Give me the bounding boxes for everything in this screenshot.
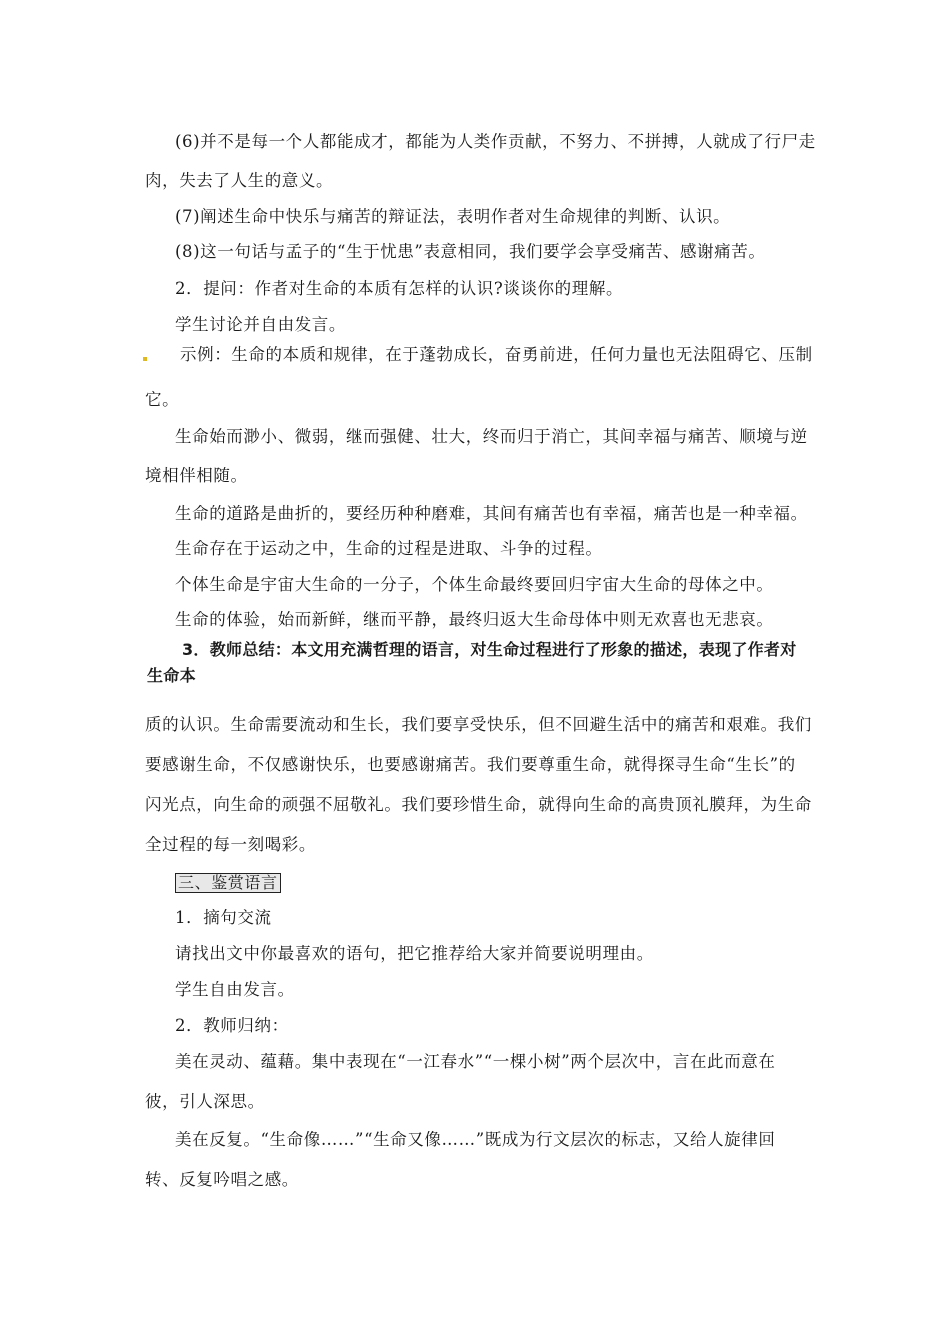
example-line: 示例：生命的本质和规律，在于蓬勃成长，奋勇前进，任何力量也无法阻碍它、压制 [180, 345, 813, 364]
paragraph-line: 境相伴相随。 [145, 466, 248, 485]
subheading-line: 1．摘句交流 [175, 908, 272, 927]
paragraph-line: 美在反复。“生命像……”“生命又像……”既成为行文层次的标志，又给人旋律回 [175, 1130, 776, 1149]
summary-heading-line: 3．教师总结：本文用充满哲理的语言，对生命过程进行了形象的描述，表现了作者对 [182, 640, 797, 659]
paragraph-line: 生命的体验，始而新鲜，继而平静，最终归返大生命母体中则无欢喜也无悲哀。 [175, 610, 774, 629]
paragraph-line: 彼，引人深思。 [145, 1092, 265, 1111]
question-line: 2．提问：作者对生命的本质有怎样的认识?谈谈你的理解。 [175, 279, 624, 298]
paragraph-line: (8)这一句话与孟子的“生于忧患”表意相同，我们要学会享受痛苦、感谢痛苦。 [175, 242, 766, 261]
subheading-line: 2．教师归纳： [175, 1016, 289, 1035]
paragraph-line: 肉，失去了人生的意义。 [145, 171, 334, 190]
paragraph-line: 学生讨论并自由发言。 [175, 315, 346, 334]
paragraph-line: 生命始而渺小、微弱，继而强健、壮大，终而归于消亡，其间幸福与痛苦、顺境与逆 [175, 427, 808, 446]
section-heading: 三、鉴赏语言 [175, 873, 281, 893]
paragraph-line: 美在灵动、蕴藉。集中表现在“一江春水”“一棵小树”两个层次中，言在此而意在 [175, 1052, 776, 1071]
paragraph-line: 生命存在于运动之中，生命的过程是进取、斗争的过程。 [175, 539, 603, 558]
paragraph-line: 生命的道路是曲折的，要经历种种磨难，其间有痛苦也有幸福，痛苦也是一种幸福。 [175, 504, 808, 523]
paragraph-line: 请找出文中你最喜欢的语句，把它推荐给大家并简要说明理由。 [175, 944, 654, 963]
paragraph-line: 要感谢生命，不仅感谢快乐，也要感谢痛苦。我们要尊重生命，就得探寻生命“生长”的 [145, 755, 796, 774]
paragraph-line: 个体生命是宇宙大生命的一分子，个体生命最终要回归宇宙大生命的母体之中。 [175, 575, 774, 594]
paragraph-line: (7)阐述生命中快乐与痛苦的辩证法，表明作者对生命规律的判断、认识。 [175, 207, 731, 226]
paragraph-line: 质的认识。生命需要流动和生长，我们要享受快乐，但不回避生活中的痛苦和艰难。我们 [145, 715, 812, 734]
paragraph-line: 全过程的每一刻喝彩。 [145, 835, 316, 854]
paragraph-line: 它。 [145, 390, 180, 409]
summary-heading-line: 生命本 [147, 666, 196, 685]
highlight-mark [143, 357, 147, 361]
paragraph-line: 闪光点，向生命的顽强不屈敬礼。我们要珍惜生命，就得向生命的高贵顶礼膜拜，为生命 [145, 795, 812, 814]
paragraph-line: 转、反复吟唱之感。 [145, 1170, 299, 1189]
paragraph-line: (6)并不是每一个人都能成才，都能为人类作贡献，不努力、不拼搏，人就成了行尸走 [175, 132, 816, 151]
paragraph-line: 学生自由发言。 [175, 980, 295, 999]
